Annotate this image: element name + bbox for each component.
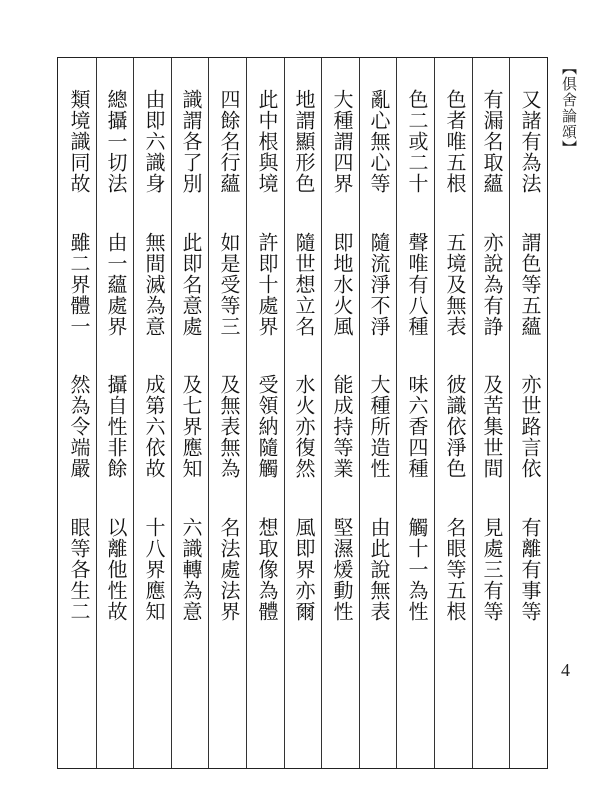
verse-phrase: 識謂各了別	[179, 89, 203, 194]
verse-column-3	[436, 89, 474, 659]
verse-phrase: 無間滅為意	[142, 231, 166, 337]
verse-phrase: 名眼等五根	[443, 516, 467, 622]
verse-phrase: 見處三有等	[480, 516, 504, 622]
verse-phrase: 有漏名取蘊	[480, 89, 504, 194]
verse-phrase: 味六香四種	[405, 374, 429, 479]
verse-phrase: 由一蘊處界	[104, 231, 128, 337]
verse-phrase: 十八界應知	[142, 516, 166, 622]
verse-phrase: 觸十一為性	[405, 516, 429, 622]
verse-phrase: 彼識依淨色	[443, 374, 467, 479]
verse-phrase: 然為令端嚴	[67, 374, 91, 479]
verse-phrase: 色者唯五根	[443, 89, 467, 194]
verse-phrase: 及苦集世間	[480, 374, 504, 479]
verse-phrase: 成第六依故	[142, 374, 166, 479]
verse-column-7	[285, 89, 323, 659]
verse-phrase: 此中根與境	[255, 89, 279, 194]
verse-column-1	[511, 89, 549, 659]
verse-column-11	[135, 89, 173, 659]
verse-phrase: 類境識同故	[67, 89, 91, 194]
verse-phrase: 四餘名行蘊	[217, 89, 241, 194]
verse-phrase: 聲唯有八種	[405, 231, 429, 337]
verse-phrase: 隨世想立名	[292, 231, 316, 337]
verse-phrase: 六識轉為意	[179, 516, 203, 622]
verse-phrase: 受領納隨觸	[255, 374, 279, 479]
verse-phrase: 眼等各生二	[67, 516, 91, 622]
verse-phrase: 隨流淨不淨	[367, 231, 391, 337]
verse-phrase: 如是受等三	[217, 231, 241, 337]
verse-phrase: 大種所造性	[367, 374, 391, 479]
verse-phrase: 色二或二十	[405, 89, 429, 194]
verse-column-4	[398, 89, 436, 659]
verse-column-6	[323, 89, 361, 659]
verse-phrase: 由即六識身	[142, 89, 166, 194]
verse-phrase: 地謂顯形色	[292, 89, 316, 194]
verse-phrase: 五境及無表	[443, 231, 467, 337]
verse-phrase: 亦說為有諍	[480, 231, 504, 337]
verse-phrase: 即地水火風	[330, 231, 354, 337]
verse-phrase: 想取像為體	[255, 516, 279, 622]
verse-phrase: 風即界亦爾	[292, 516, 316, 622]
page-number: 4	[561, 660, 570, 680]
verse-phrase: 總攝一切法	[104, 89, 128, 194]
verse-phrase: 大種謂四界	[330, 89, 354, 194]
verse-phrase: 堅濕煖動性	[330, 516, 354, 622]
verse-phrase: 名法處法界	[217, 516, 241, 622]
verse-phrase: 亦世路言依	[518, 374, 542, 479]
verse-phrase: 及無表無為	[217, 374, 241, 479]
verse-phrase: 由此說無表	[367, 516, 391, 622]
verse-phrase: 攝自性非餘	[104, 374, 128, 479]
verse-phrase: 能成持等業	[330, 374, 354, 479]
verse-phrase: 亂心無心等	[367, 89, 391, 194]
verse-phrase: 又諸有為法	[518, 89, 542, 194]
verse-phrase: 水火亦復然	[292, 374, 316, 479]
verse-phrase: 及七界應知	[179, 374, 203, 479]
verse-column-8	[248, 89, 286, 659]
verse-column-2	[473, 89, 511, 659]
verse-column-12	[97, 89, 135, 659]
verse-column-13	[60, 89, 98, 659]
verse-phrase: 以離他性故	[104, 516, 128, 622]
running-title: 【俱舍論頌】	[560, 60, 578, 156]
verse-phrase: 許即十處界	[255, 231, 279, 337]
verse-column-5	[360, 89, 398, 659]
verse-phrase: 謂色等五蘊	[518, 231, 542, 337]
verse-column-10	[172, 89, 210, 659]
verse-column-9	[210, 89, 248, 659]
verse-phrase: 有離有事等	[518, 516, 542, 622]
verse-phrase: 此即名意處	[179, 231, 203, 337]
verse-phrase: 雖二界體一	[67, 231, 91, 337]
